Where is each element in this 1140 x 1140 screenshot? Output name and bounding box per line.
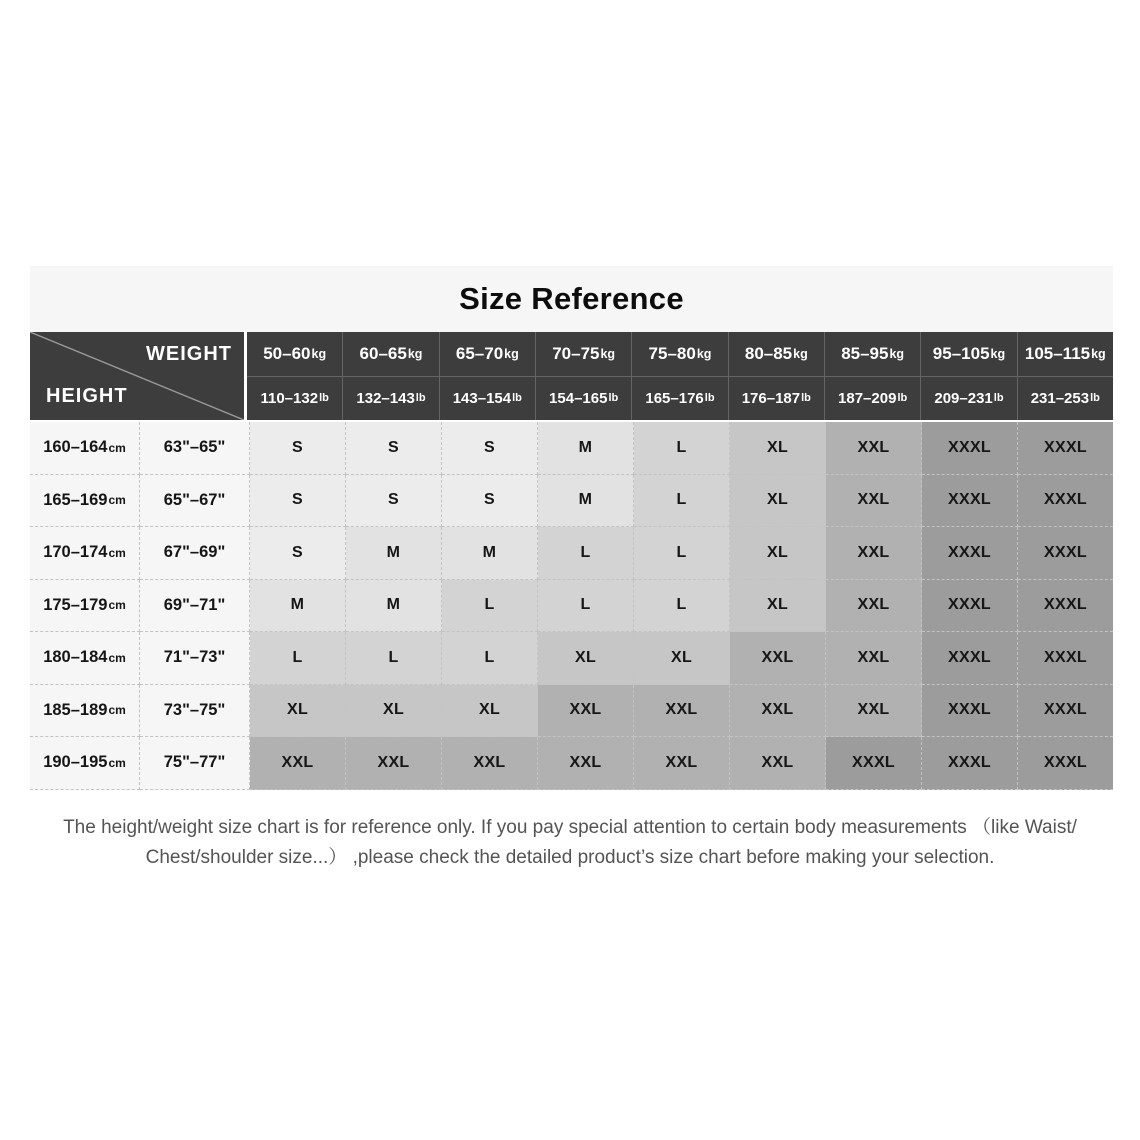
weight-lb-header (342, 377, 438, 421)
size-cell: XXL (634, 737, 730, 790)
weight-lb-header (1017, 377, 1113, 421)
height-cm-unit: cm (108, 703, 126, 718)
weight-lb-unit: lb (512, 392, 522, 405)
size-cell: XXL (250, 737, 346, 790)
size-cell: S (442, 422, 538, 475)
size-cell: XXL (826, 422, 922, 475)
size-cell: XXXL (1018, 580, 1113, 633)
size-cell: XXXL (922, 580, 1018, 633)
weight-kg-header (1017, 332, 1113, 376)
weight-kg-unit: kg (1091, 346, 1106, 361)
size-cell: XXL (826, 475, 922, 528)
weight-kg-range: 50–60 (263, 343, 311, 363)
weight-kg-unit: kg (889, 346, 905, 361)
size-cell: XXXL (922, 527, 1018, 580)
height-cm-unit: cm (108, 493, 126, 508)
height-cm-unit: cm (108, 755, 126, 770)
size-cell: M (346, 527, 442, 580)
weight-lb-unit: lb (801, 392, 811, 405)
size-cell: M (442, 527, 538, 580)
weight-kg-header (247, 332, 342, 376)
height-cm-unit: cm (108, 650, 126, 665)
size-cell: XXXL (922, 737, 1018, 790)
table-row (30, 685, 1113, 738)
size-cell: XL (250, 685, 346, 738)
height-cm-range: 175–179 (43, 595, 108, 614)
height-cm-unit: cm (108, 440, 126, 455)
corner-cell (30, 332, 247, 420)
size-cell: L (346, 632, 442, 685)
size-cell: XXL (730, 737, 826, 790)
weight-lb-unit: lb (1090, 392, 1100, 405)
size-cell: XXL (826, 580, 922, 633)
size-cell: XL (538, 632, 634, 685)
table-header (30, 332, 1113, 422)
weight-lb-header (920, 377, 1016, 421)
size-cell: XXL (538, 685, 634, 738)
size-cell: XXXL (922, 632, 1018, 685)
weight-kg-header (920, 332, 1016, 376)
size-cell: XXL (826, 685, 922, 738)
size-cell: XXL (346, 737, 442, 790)
size-reference-table (30, 266, 1113, 790)
height-in-cell: 69"–71" (140, 580, 250, 633)
height-cm-unit: cm (108, 545, 126, 560)
weight-kg-range: 60–65 (359, 343, 407, 363)
height-cm-cell (30, 580, 140, 633)
height-cm-cell (30, 737, 140, 790)
height-cm-cell (30, 632, 140, 685)
weight-lb-unit: lb (608, 392, 619, 405)
height-cm-cell (30, 475, 140, 528)
weight-lb-header (535, 377, 631, 421)
size-cell: XXL (826, 527, 922, 580)
weight-kg-range: 95–105 (932, 343, 990, 363)
weight-kg-range: 65–70 (455, 343, 504, 363)
size-cell: XXL (730, 632, 826, 685)
size-cell: L (634, 475, 730, 528)
weight-kg-unit: kg (407, 346, 423, 361)
weight-kg-range: 75–80 (648, 343, 696, 363)
size-cell: M (538, 475, 634, 528)
height-cm-range: 170–174 (43, 543, 108, 562)
weight-lb-unit: lb (319, 392, 329, 405)
size-cell: XXL (826, 632, 922, 685)
disclaimer (0, 813, 1140, 872)
disclaimer-line-2: Chest/shoulder size...） ,please check the detailed product’s size chart before making your selection. (145, 846, 995, 868)
size-cell: XXXL (922, 475, 1018, 528)
page-title: Size Reference (459, 281, 684, 316)
table-row (30, 632, 1113, 685)
weight-lb-header (728, 377, 824, 421)
size-cell: L (442, 632, 538, 685)
height-axis-label: HEIGHT (46, 385, 128, 407)
weight-lb-range: 176–187 (741, 389, 801, 407)
height-in-cell: 67"–69" (140, 527, 250, 580)
height-cm-range: 180–184 (43, 648, 108, 667)
size-cell: S (250, 422, 346, 475)
height-in-cell: 65"–67" (140, 475, 250, 528)
size-cell: XXXL (1018, 527, 1113, 580)
weight-kg-header (535, 332, 631, 376)
size-cell: XXL (730, 685, 826, 738)
weight-lb-range: 143–154 (452, 389, 512, 407)
weight-kg-header (439, 332, 535, 376)
weight-lb-row (247, 377, 1113, 421)
size-cell: S (346, 475, 442, 528)
size-cell: L (634, 422, 730, 475)
weight-lb-header (439, 377, 535, 421)
height-in-cell: 73"–75" (140, 685, 250, 738)
size-cell: M (346, 580, 442, 633)
size-cell: XXXL (922, 685, 1018, 738)
weight-kg-range: 105–115 (1024, 343, 1091, 363)
title-bar (30, 266, 1113, 332)
size-cell: XL (730, 475, 826, 528)
size-cell: XL (442, 685, 538, 738)
size-cell: XXXL (922, 422, 1018, 475)
height-cm-cell (30, 685, 140, 738)
weight-lb-range: 231–253 (1030, 389, 1090, 407)
weight-lb-header (247, 377, 342, 421)
weight-header-columns (247, 332, 1113, 420)
height-cm-cell (30, 527, 140, 580)
size-cell: S (250, 527, 346, 580)
weight-lb-range: 165–176 (645, 389, 704, 407)
weight-lb-unit: lb (993, 392, 1004, 405)
size-cell: XXXL (1018, 475, 1113, 528)
size-cell: S (346, 422, 442, 475)
weight-lb-range: 154–165 (549, 389, 608, 407)
size-cell: L (538, 580, 634, 633)
size-cell: XL (730, 422, 826, 475)
weight-lb-unit: lb (415, 392, 426, 405)
size-cell: L (634, 580, 730, 633)
size-cell: L (538, 527, 634, 580)
size-cell: S (250, 475, 346, 528)
table-row (30, 737, 1113, 790)
weight-lb-header (631, 377, 727, 421)
size-cell: XL (730, 527, 826, 580)
size-cell: XXXL (1018, 685, 1113, 738)
size-cell: XXL (634, 685, 730, 738)
size-cell: L (250, 632, 346, 685)
height-cm-cell (30, 422, 140, 475)
weight-lb-range: 110–132 (260, 389, 319, 407)
height-cm-range: 190–195 (43, 753, 108, 772)
weight-lb-range: 187–209 (838, 389, 897, 407)
table-row (30, 580, 1113, 633)
height-cm-range: 165–169 (43, 490, 108, 509)
weight-lb-header (824, 377, 920, 421)
weight-kg-unit: kg (990, 346, 1006, 361)
size-cell: XXXL (826, 737, 922, 790)
weight-kg-unit: kg (696, 346, 712, 361)
weight-kg-unit: kg (600, 346, 616, 361)
height-in-cell: 75"–77" (140, 737, 250, 790)
weight-kg-header (631, 332, 727, 376)
size-cell: XL (634, 632, 730, 685)
weight-kg-header (824, 332, 920, 376)
weight-lb-range: 209–231 (934, 389, 993, 407)
size-cell: L (634, 527, 730, 580)
disclaimer-line-1: The height/weight size chart is for reference only. If you pay special attention to certain body measurements （like Waist/ (63, 817, 1077, 838)
table-row (30, 527, 1113, 580)
size-cell: M (538, 422, 634, 475)
size-cell: XXL (442, 737, 538, 790)
table-body (30, 422, 1113, 790)
weight-kg-header (342, 332, 438, 376)
size-cell: XL (346, 685, 442, 738)
size-cell: XL (730, 580, 826, 633)
size-cell: S (442, 475, 538, 528)
height-cm-range: 160–164 (43, 438, 108, 457)
weight-kg-range: 85–95 (841, 343, 889, 363)
size-cell: XXXL (1018, 632, 1113, 685)
weight-kg-unit: kg (793, 346, 808, 361)
weight-axis-label: WEIGHT (146, 343, 232, 365)
weight-kg-range: 70–75 (552, 343, 600, 363)
size-cell: XXXL (1018, 422, 1113, 475)
size-cell: L (442, 580, 538, 633)
weight-kg-range: 80–85 (744, 343, 793, 363)
height-in-cell: 71"–73" (140, 632, 250, 685)
weight-lb-unit: lb (897, 392, 908, 405)
height-cm-unit: cm (108, 598, 126, 613)
weight-lb-unit: lb (704, 392, 715, 405)
weight-kg-row (247, 332, 1113, 377)
weight-lb-range: 132–143 (356, 389, 415, 407)
height-in-cell: 63"–65" (140, 422, 250, 475)
table-row (30, 475, 1113, 528)
size-cell: XXXL (1018, 737, 1113, 790)
weight-kg-unit: kg (311, 346, 327, 361)
size-cell: M (250, 580, 346, 633)
weight-kg-header (728, 332, 824, 376)
weight-kg-unit: kg (504, 346, 519, 361)
table-row (30, 422, 1113, 475)
height-cm-range: 185–189 (43, 700, 108, 719)
size-cell: XXL (538, 737, 634, 790)
